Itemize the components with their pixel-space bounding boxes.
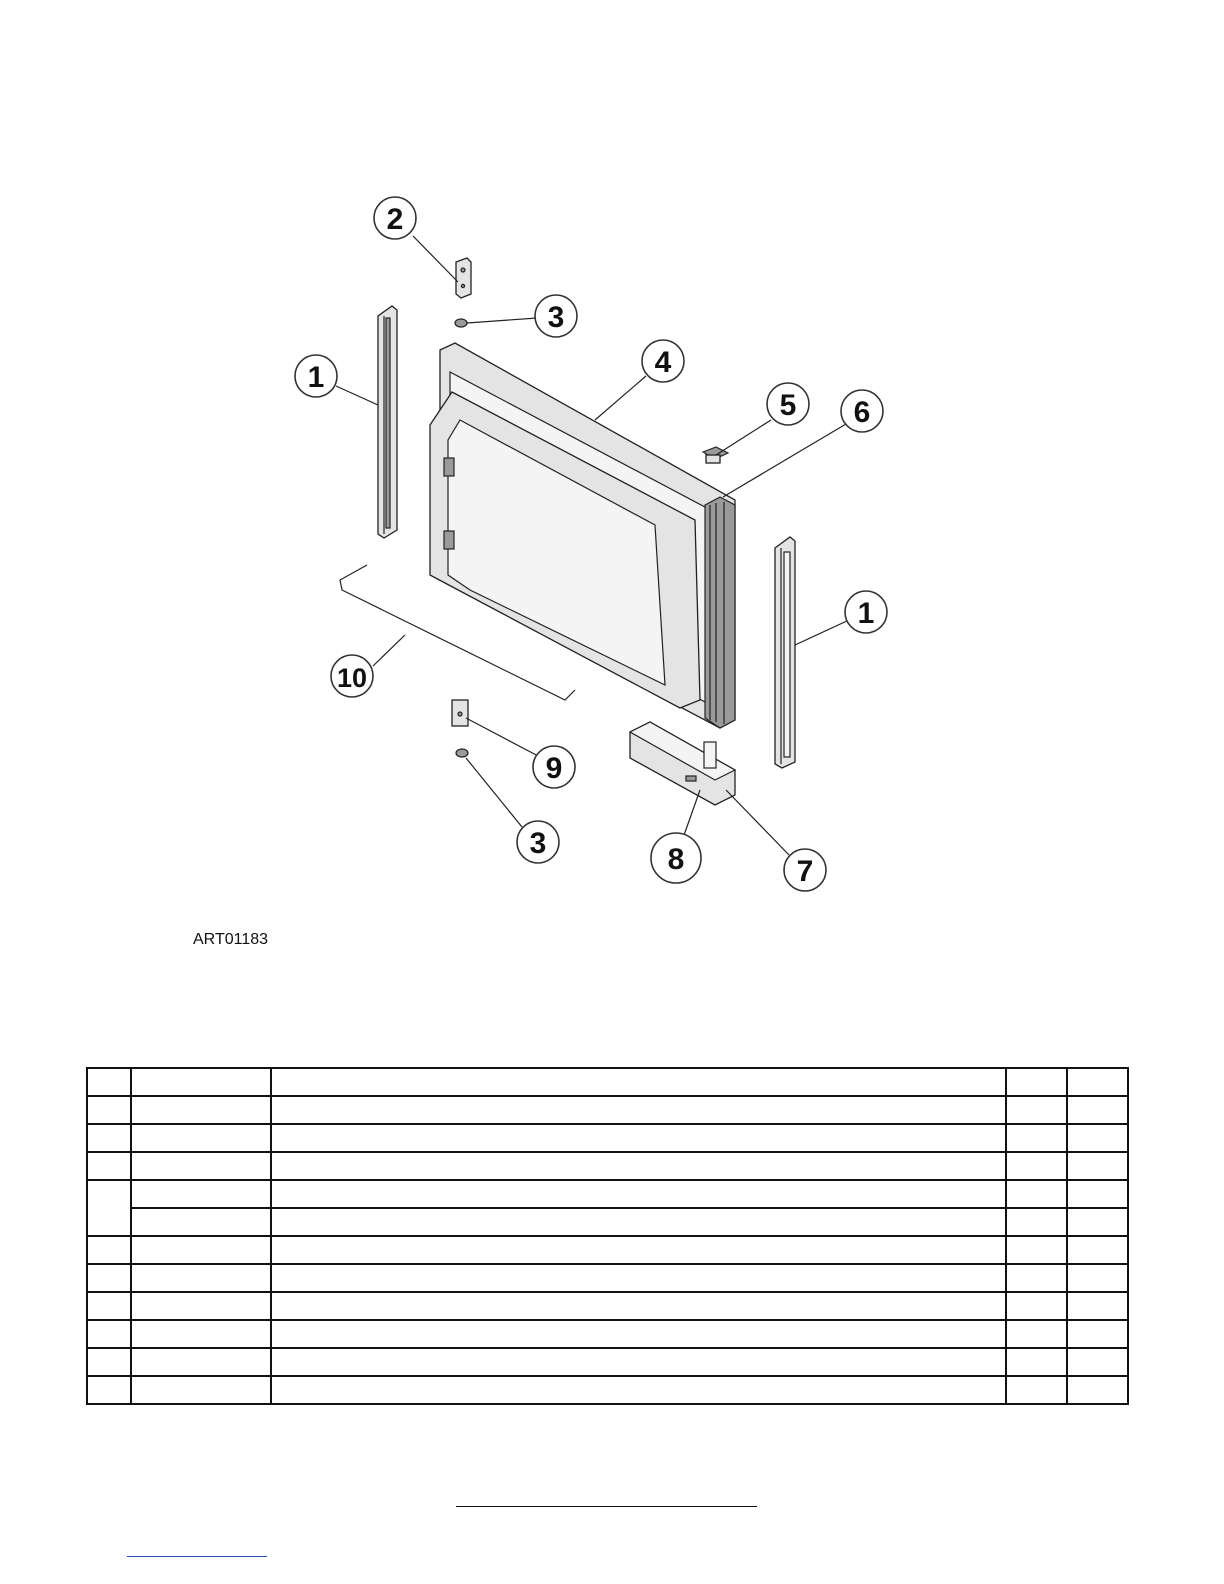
- svg-text:9: 9: [545, 752, 563, 785]
- svg-text:10: 10: [336, 663, 368, 693]
- table-cell: [1006, 1124, 1067, 1152]
- table-row: [87, 1068, 1128, 1096]
- table-cell: [1067, 1236, 1128, 1264]
- callout-6: [841, 390, 883, 432]
- table-cell: [1067, 1376, 1128, 1404]
- table-cell: [1006, 1292, 1067, 1320]
- table-cell: [1067, 1320, 1128, 1348]
- callout-5: [767, 383, 809, 425]
- table-cell: [1067, 1068, 1128, 1096]
- table-cell: [87, 1376, 131, 1404]
- table-cell: [87, 1096, 131, 1124]
- table-cell: [131, 1236, 271, 1264]
- svg-text:2: 2: [386, 203, 404, 236]
- table-cell: [87, 1068, 131, 1096]
- table-cell: [1067, 1208, 1128, 1236]
- table-cell: [87, 1264, 131, 1292]
- table-cell: [1006, 1348, 1067, 1376]
- table-cell: [1006, 1208, 1067, 1236]
- table-row: [87, 1152, 1128, 1180]
- svg-text:7: 7: [796, 855, 814, 888]
- table-cell: [1067, 1292, 1128, 1320]
- table-row: [87, 1376, 1128, 1404]
- svg-text:1: 1: [857, 597, 875, 630]
- table-cell: [271, 1152, 1006, 1180]
- svg-text:8: 8: [667, 843, 685, 876]
- table-cell: [1006, 1096, 1067, 1124]
- table-cell: [271, 1236, 1006, 1264]
- svg-text:6: 6: [853, 396, 871, 429]
- table-row: [87, 1348, 1128, 1376]
- part-9-cam-plate: [452, 700, 468, 726]
- callout-2: [374, 197, 416, 239]
- table-cell: [271, 1320, 1006, 1348]
- callout-1-left: [295, 355, 337, 397]
- table-cell: [1006, 1152, 1067, 1180]
- table-row: [87, 1208, 1128, 1236]
- table-cell: [87, 1124, 131, 1152]
- table-cell: [131, 1068, 271, 1096]
- table-cell: [131, 1096, 271, 1124]
- footer-rule: [456, 1506, 757, 1507]
- svg-text:1: 1: [307, 361, 325, 394]
- parts-table: [86, 1067, 1129, 1405]
- table-cell: [131, 1124, 271, 1152]
- table-cell: [87, 1236, 131, 1264]
- table-cell: [1006, 1320, 1067, 1348]
- table-cell: [1006, 1264, 1067, 1292]
- table-row: [87, 1292, 1128, 1320]
- table-cell: [131, 1180, 271, 1208]
- table-cell: [271, 1180, 1006, 1208]
- table-cell: [87, 1348, 131, 1376]
- callout-4: [642, 340, 684, 382]
- svg-text:3: 3: [547, 301, 565, 334]
- part-3-bottom-bushing: [456, 749, 468, 757]
- table-cell: [131, 1208, 271, 1236]
- part-1-right-channel: [775, 537, 795, 768]
- table-row: [87, 1180, 1128, 1208]
- callout-1-right: [845, 591, 887, 633]
- table-cell: [131, 1348, 271, 1376]
- table-cell: [1006, 1376, 1067, 1404]
- footer-link[interactable]: [127, 1556, 267, 1557]
- table-cell: [1067, 1152, 1128, 1180]
- table-cell: [87, 1152, 131, 1180]
- table-cell: [271, 1208, 1006, 1236]
- svg-text:4: 4: [654, 346, 672, 379]
- table-cell: [271, 1376, 1006, 1404]
- table-cell: [1067, 1180, 1128, 1208]
- table-cell: [271, 1292, 1006, 1320]
- svg-text:3: 3: [529, 827, 547, 860]
- table-cell: [131, 1320, 271, 1348]
- table-cell: [1006, 1068, 1067, 1096]
- part-1-left-channel: [378, 306, 397, 538]
- table-cell: [1067, 1348, 1128, 1376]
- table-cell: [1006, 1236, 1067, 1264]
- part-4-door-frame: [430, 343, 735, 728]
- table-row: [87, 1096, 1128, 1124]
- table-cell: [87, 1320, 131, 1348]
- table-cell: [271, 1264, 1006, 1292]
- table-cell: [271, 1096, 1006, 1124]
- table-cell: [131, 1292, 271, 1320]
- callout-10: [331, 655, 373, 697]
- table-cell: [87, 1292, 131, 1320]
- table-cell: [131, 1376, 271, 1404]
- part-8-hinge-housing: [630, 722, 735, 805]
- table-cell: [271, 1348, 1006, 1376]
- table-cell: [1067, 1096, 1128, 1124]
- table-row: [87, 1236, 1128, 1264]
- part-3-top-bushing: [455, 319, 467, 327]
- art-reference: ART01183: [193, 931, 269, 948]
- callout-3-bottom: [517, 821, 559, 863]
- callout-3-top: [535, 295, 577, 337]
- table-cell: [131, 1152, 271, 1180]
- table-cell: [271, 1068, 1006, 1096]
- table-cell: [271, 1124, 1006, 1152]
- table-row: [87, 1124, 1128, 1152]
- callout-9: [533, 746, 575, 788]
- table-row: [87, 1320, 1128, 1348]
- table-cell: [1067, 1124, 1128, 1152]
- table-cell: [87, 1180, 131, 1236]
- svg-text:5: 5: [779, 389, 797, 422]
- part-2-hinge-bracket: [456, 258, 471, 298]
- table-cell: [131, 1264, 271, 1292]
- callout-7: [784, 849, 826, 891]
- table-cell: [1006, 1180, 1067, 1208]
- table-row: [87, 1264, 1128, 1292]
- table-cell: [1067, 1264, 1128, 1292]
- callout-8: [651, 833, 701, 883]
